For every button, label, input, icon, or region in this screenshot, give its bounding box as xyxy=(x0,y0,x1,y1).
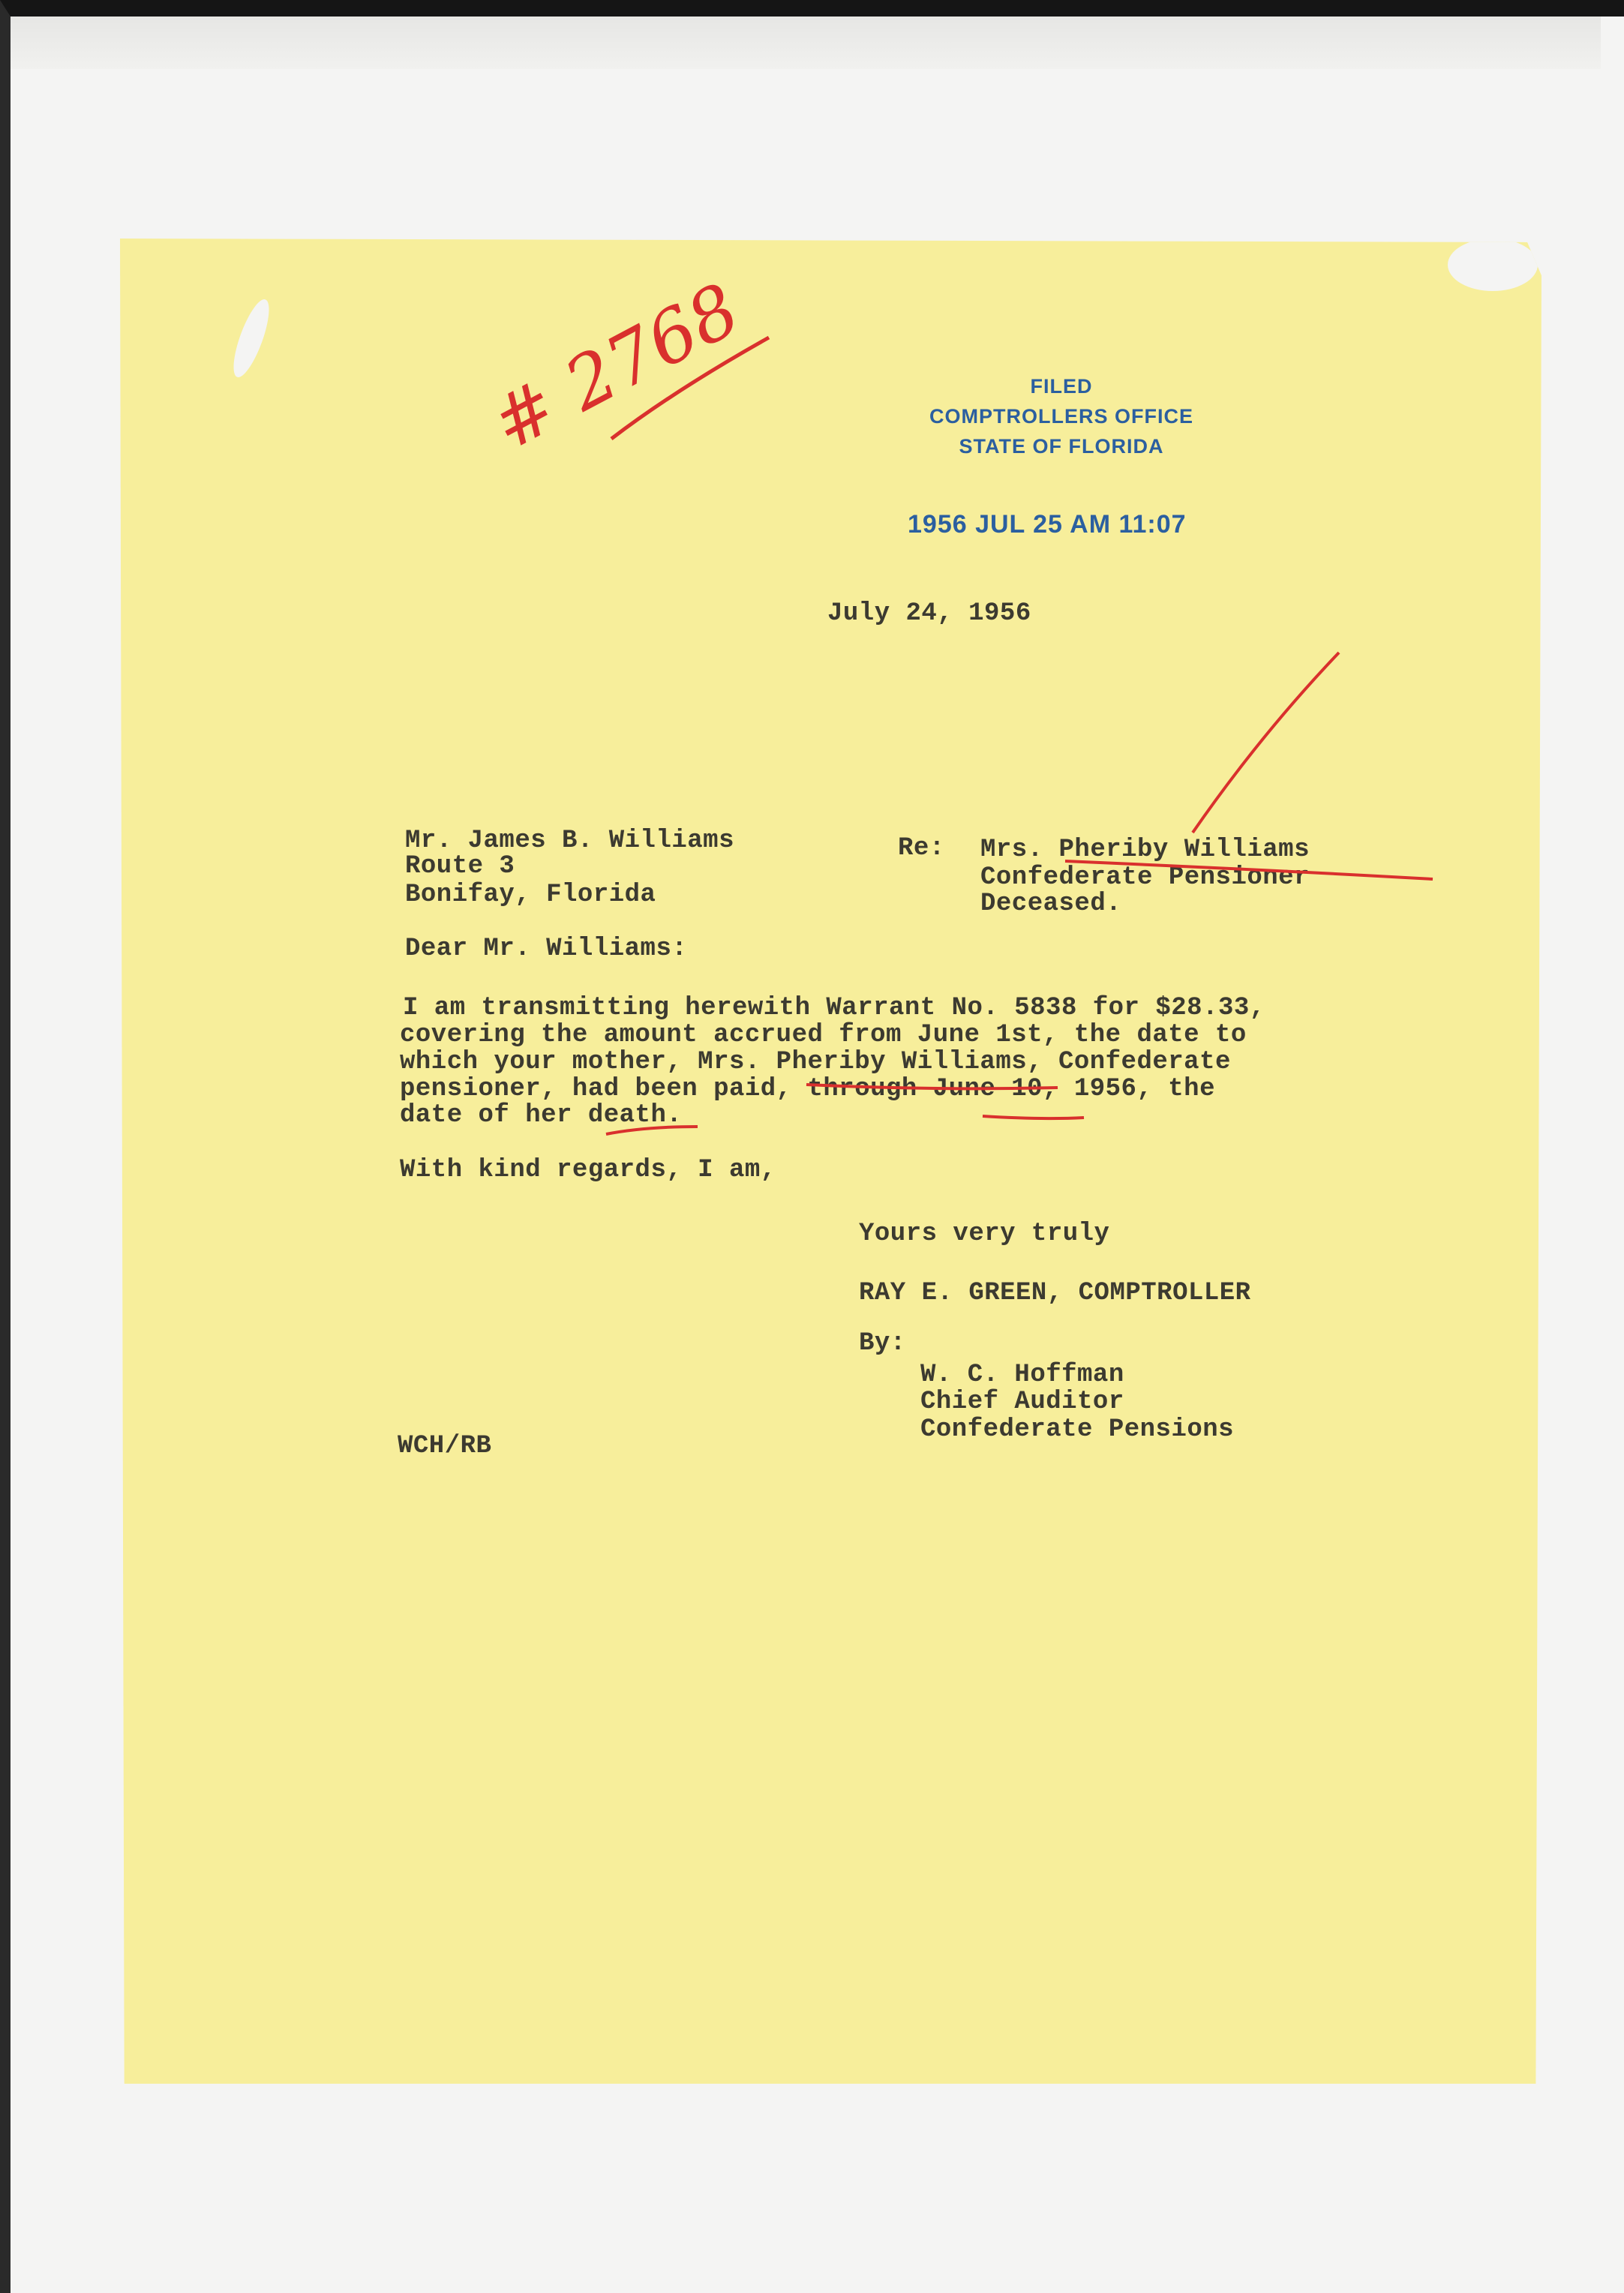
signatory: RAY E. GREEN, COMPTROLLER xyxy=(859,1279,1251,1307)
stamp-date: 1956 JUL 25 AM 11:07 xyxy=(908,510,1187,539)
body-line-4: pensioner, had been paid, through June 10, 1956, the xyxy=(400,1075,1215,1103)
signer-dept: Confederate Pensions xyxy=(920,1415,1235,1444)
body-line-3: which your mother, Mrs. Pheriby Williams, Confederate xyxy=(400,1048,1231,1076)
body-line-1: I am transmitting herewith Warrant No. 5838 for $28.33, xyxy=(403,994,1265,1022)
stamp-line-office: COMPTROLLERS OFFICE xyxy=(929,405,1193,428)
by-label: By: xyxy=(859,1329,906,1358)
top-sheet-edge xyxy=(11,17,1601,69)
stamp-line-state: STATE OF FLORIDA xyxy=(959,435,1164,458)
salutation: Dear Mr. Williams: xyxy=(405,935,688,963)
closing: Yours very truly xyxy=(859,1220,1110,1248)
re-line-1: Mrs. Pheriby Williams xyxy=(980,836,1310,864)
letter-paper xyxy=(120,239,1541,2084)
address-line-1: Route 3 xyxy=(405,852,515,881)
closing-remark: With kind regards, I am, xyxy=(400,1156,776,1184)
filed-stamp xyxy=(911,371,1211,461)
punch-hole-left xyxy=(227,296,276,381)
signer-title: Chief Auditor xyxy=(920,1388,1124,1416)
body-line-5: date of her death. xyxy=(400,1101,683,1130)
typist-initials: WCH/RB xyxy=(398,1432,492,1460)
address-line-2: Bonifay, Florida xyxy=(405,881,656,909)
re-line-3: Deceased. xyxy=(980,890,1122,918)
signer-name: W. C. Hoffman xyxy=(920,1361,1124,1389)
punch-hole-right xyxy=(1448,239,1538,291)
stamp-line-filed: FILED xyxy=(1030,375,1093,398)
letter-date: July 24, 1956 xyxy=(827,599,1031,628)
addressee-name: Mr. James B. Williams xyxy=(405,827,734,855)
body-line-2: covering the amount accrued from June 1st, the date to xyxy=(400,1021,1247,1049)
re-line-2: Confederate Pensioner xyxy=(980,863,1310,892)
re-label: Re: xyxy=(898,834,945,863)
handwritten-file-number: # 2768 xyxy=(478,267,753,467)
